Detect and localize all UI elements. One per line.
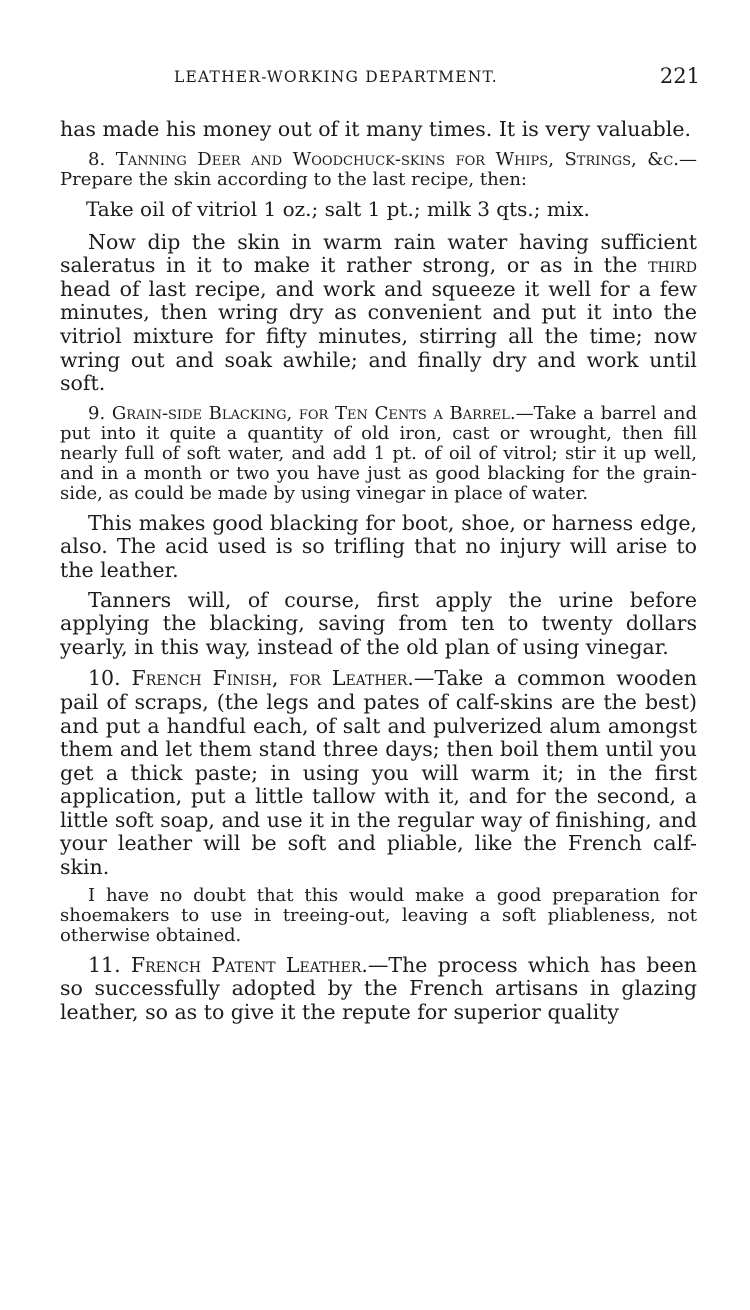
body-text <box>60 118 697 1032</box>
recipe-number: 9. <box>88 402 106 424</box>
recipe-body: —Take a common wooden pail of scraps, (the legs and pates of calf-skins are the best) and put a handful each, of salt and pulverized alum amongst them and let them stand three days; then boil them until you get a thick paste; in using you will warm it; in the first application, put a little tallow with it, and for the second, a little soft soap, and use it in the regular way of finishing, and your leather will be soft and pliable, like the French calf-skin. <box>60 666 697 880</box>
paragraph-text: I have no doubt that this would make a good preparation for shoemakers to use in treeing-out, leaving a soft pliableness, not otherwise obtained. <box>60 884 697 946</box>
recipe-11 <box>60 954 697 1025</box>
running-title: LEATHER-WORKING DEPARTMENT. <box>174 68 498 86</box>
recipe-heading: French Patent Leather. <box>130 952 368 977</box>
recipe-10 <box>60 667 697 879</box>
recipe-number: 8. <box>88 148 106 170</box>
paragraph-text: has made his money out of it many times. It is very valuable. <box>60 117 692 141</box>
recipe-heading: Grain-side Blacking, for Ten Cents a Barrel. <box>111 402 516 424</box>
paragraph-tanners <box>60 589 697 660</box>
recipe-heading: French Finish, for Leather. <box>131 666 414 691</box>
paragraph-text-a: Now dip the skin in warm rain water having sufficient saleratus in it to make it rather strong, or as in the <box>60 229 697 278</box>
running-head <box>60 64 700 94</box>
recipe-number: 11. <box>88 952 121 977</box>
recipe-8 <box>60 150 697 190</box>
recipe-ingredients <box>86 198 697 221</box>
paragraph-third: third <box>648 253 697 278</box>
paragraph-text-b: head of last recipe, and work and squeeze it well for a few minutes, then wring dry as convenient and put it into the vitriol mixture for fifty minutes, stirring all the time; now wring out and soak awhile; and finally dry and work until soft. <box>60 276 697 396</box>
paragraph-instructions <box>60 231 697 396</box>
ingredients-text: Take oil of vitriol 1 oz.; salt 1 pt.; milk 3 qts.; mix. <box>86 196 590 221</box>
recipe-body: —Take a barrel and put into it quite a quantity of old iron, cast or wrought, then fill nearly full of soft water, and add 1 pt. of oil of vitrol; stir it up well, and in a month or two you have just as good blacking for the grain-side, as could be made by using vinegar in place of water. <box>60 402 697 504</box>
recipe-body: —Prepare the skin according to the last recipe, then: <box>60 148 697 190</box>
recipe-body: —The process which has been so successfully adopted by the French artisans in glazing leather, so as to give it the repute for superior quality <box>60 952 697 1024</box>
recipe-heading: Tanning Deer and Woodchuck-skins for Whips, Strings, &c. <box>115 148 679 170</box>
paragraph-shoemakers <box>60 886 697 946</box>
paragraph-blacking-use <box>60 512 697 583</box>
recipe-number: 10. <box>88 666 121 691</box>
paragraph-text: This makes good blacking for boot, shoe, or harness edge, also. The acid used is so trifling that no injury will arise to the leather. <box>60 510 697 582</box>
paragraph-text: Tanners will, of course, first apply the urine before applying the blacking, saving from ten to twenty dollars yearly, in this way, instead of the old plan of using vinegar. <box>60 587 697 659</box>
recipe-9 <box>60 404 697 504</box>
paragraph-continuation <box>60 118 697 142</box>
page-number: 221 <box>659 64 700 88</box>
